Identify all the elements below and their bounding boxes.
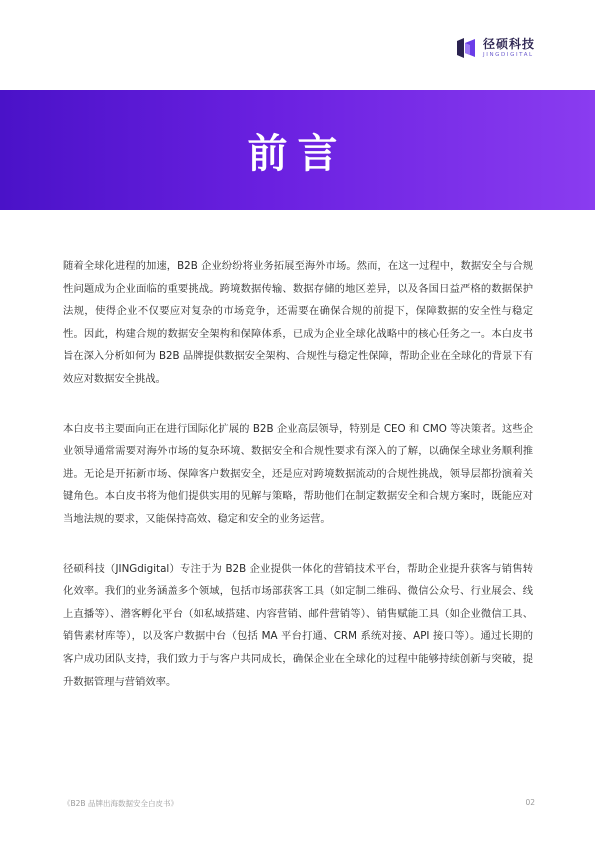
brand-name-cn: 径硕科技 (483, 36, 536, 51)
footer-page-number: 02 (525, 798, 535, 807)
body-content (63, 255, 533, 720)
title-banner (0, 90, 595, 210)
paragraph-3: 径硕科技（JINGdigital）专注于为 B2B 企业提供一体化的营销技术平台，帮助企业提升获客与销售转化效率。我们的业务涵盖多个领域，包括市场部获客工具（如定制二维码、微信公众号、行业展会、线上直播等）、潜客孵化平台（如私域搭建、内容营销、邮件营销等）、销售赋能工具（如企业微信工具、销售素材库等），以及客户数据中台（包括 MA 平台打通、CRM 系统对接、API 接口等）。通过长期的客户成功团队支持，我们致力于与客户共同成长，确保企业在全球化的过程中能够持续创新与突破，提升数据管理与营销效率。 (63, 562, 533, 688)
paragraph-1: 随着全球化进程的加速，B2B 企业纷纷将业务拓展至海外市场。然而，在这一过程中，数据安全与合规性问题成为企业面临的重要挑战。跨境数据传输、数据存储的地区差异，以及各国日益严格的数据保护法规，使得企业不仅要应对复杂的市场竞争，还需要在确保合规的前提下，保障数据的安全性与稳定性。因此，构建合规的数据安全架构和保障体系，已成为企业全球化战略中的核心任务之一。本白皮书旨在深入分析如何为 B2B 品牌提供数据安全架构、合规性与稳定性保障，帮助企业在全球化的背景下有效应对数据安全挑战。 (63, 260, 533, 385)
jingdigital-logo-icon (455, 37, 477, 59)
brand-name-en: JINGDIGITAL (483, 51, 534, 58)
footer-doc-title: 《B2B 品牌出海数据安全白皮书》 (63, 799, 178, 808)
paragraph-2: 本白皮书主要面向正在进行国际化扩展的 B2B 企业高层领导，特别是 CEO 和 CMO 等决策者。这些企业领导通常需要对海外市场的复杂环境、数据安全和合规性要求有深入的了解，以确保全球业务顺利推进。无论是开拓新市场、保障客户数据安全，还是应对跨境数据流动的合规性挑战，领导层都扮演着关键角色。本白皮书将为他们提供实用的见解与策略，帮助他们在制定数据安全和合规方案时，既能应对当地法规的要求，又能保持高效、稳定和安全的业务运营。 (63, 422, 533, 525)
brand-logo (455, 37, 535, 59)
page-title: 前言 (247, 130, 348, 177)
